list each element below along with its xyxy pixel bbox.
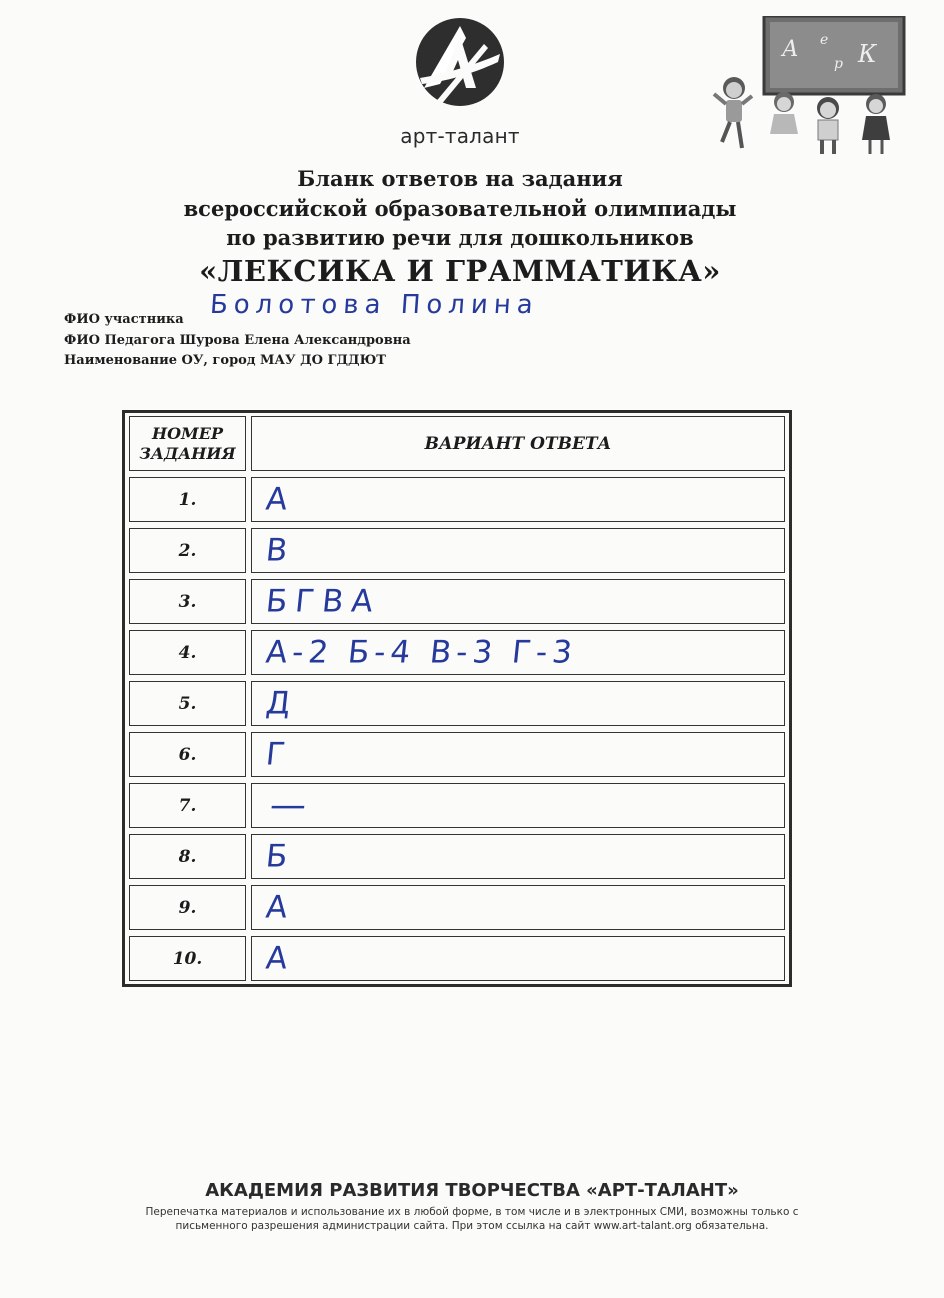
task-number: 1. bbox=[129, 477, 246, 522]
column-header-number-line1: НОМЕР bbox=[152, 423, 223, 443]
table-row bbox=[125, 729, 789, 780]
answer-cell bbox=[251, 528, 785, 573]
task-number: 9. bbox=[129, 885, 246, 930]
answer-handwritten: А bbox=[264, 889, 298, 925]
footer-academy-title: АКАДЕМИЯ РАЗВИТИЯ ТВОРЧЕСТВА «АРТ-ТАЛАНТ» bbox=[205, 1180, 739, 1201]
board-letter-k: К bbox=[858, 40, 877, 68]
answer-handwritten: Д bbox=[264, 685, 301, 721]
answer-cell bbox=[251, 477, 785, 522]
answer-cell bbox=[251, 885, 785, 930]
table-row bbox=[125, 678, 789, 729]
answer-cell bbox=[251, 732, 785, 777]
footer-note-line-1: Перепечатка материалов и использование их в любой форме, в том числе и в электронных СМИ, возможны только с bbox=[145, 1206, 799, 1218]
title-line-3: по развитию речи для дошкольников bbox=[226, 225, 694, 250]
answer-handwritten: Г bbox=[264, 736, 295, 772]
title-line-2: всероссийской образовательной олимпиады bbox=[183, 196, 737, 221]
kid-jumping-icon bbox=[714, 77, 752, 148]
task-number: 6. bbox=[129, 732, 246, 777]
column-header-answer: ВАРИАНТ ОТВЕТА bbox=[251, 416, 785, 471]
answer-handwritten: В bbox=[264, 532, 298, 568]
organization-line: Наименование ОУ, город МАУ ДО ГДДЮТ bbox=[64, 353, 386, 368]
teacher-line: ФИО Педагога Шурова Елена Александровна bbox=[64, 333, 411, 348]
answer-handwritten: БГВА bbox=[264, 583, 383, 619]
table-row bbox=[125, 627, 789, 678]
column-header-number-line2: ЗАДАНИЯ bbox=[139, 443, 236, 463]
table-row bbox=[125, 576, 789, 627]
answer-cell bbox=[251, 783, 785, 828]
answer-cell bbox=[251, 630, 785, 675]
kid-boy-icon bbox=[817, 97, 839, 154]
table-row bbox=[125, 831, 789, 882]
title-line-1: Бланк ответов на задания bbox=[297, 166, 623, 191]
table-row bbox=[125, 780, 789, 831]
answer-handwritten: А bbox=[264, 940, 298, 976]
task-number: 5. bbox=[129, 681, 246, 726]
olympiad-title: «ЛЕКСИКА И ГРАММАТИКА» bbox=[199, 254, 721, 288]
column-header-number bbox=[129, 416, 246, 471]
task-number: 10. bbox=[129, 936, 246, 981]
table-row bbox=[125, 933, 789, 984]
table-row bbox=[125, 525, 789, 576]
task-number: 8. bbox=[129, 834, 246, 879]
brand-name: арт-талант bbox=[400, 124, 520, 148]
participant-name-handwritten: Болотова Полина bbox=[208, 290, 540, 320]
chalkboard-kids-illustration bbox=[712, 16, 908, 158]
task-number: 7. bbox=[129, 783, 246, 828]
answer-cell bbox=[251, 579, 785, 624]
board-letter-r: р bbox=[834, 56, 843, 72]
answer-cell bbox=[251, 936, 785, 981]
answer-handwritten: А bbox=[264, 481, 298, 517]
task-number: 2. bbox=[129, 528, 246, 573]
table-header-row bbox=[125, 413, 789, 474]
answer-cell bbox=[251, 834, 785, 879]
task-number: 3. bbox=[129, 579, 246, 624]
kid-girl-icon bbox=[862, 94, 890, 154]
board-letter-a: А bbox=[782, 37, 799, 62]
art-talant-logo-icon bbox=[414, 14, 506, 122]
kid-pink-icon bbox=[770, 92, 798, 134]
board-letter-e: е bbox=[820, 32, 829, 48]
answer-table bbox=[122, 410, 792, 987]
table-row bbox=[125, 474, 789, 525]
answer-handwritten: А-2 Б-4 В-3 Г-3 bbox=[264, 634, 579, 670]
task-number: 4. bbox=[129, 630, 246, 675]
footer-copyright-note bbox=[90, 1205, 854, 1233]
answer-cell bbox=[251, 681, 785, 726]
answer-handwritten: — bbox=[267, 784, 317, 826]
participant-label: ФИО участника bbox=[64, 312, 184, 327]
table-row bbox=[125, 882, 789, 933]
answer-handwritten: Б bbox=[264, 838, 298, 874]
footer-note-line-2: письменного разрешения администрации сайта. При этом ссылка на сайт www.art-talant.org обязательна. bbox=[175, 1220, 769, 1232]
